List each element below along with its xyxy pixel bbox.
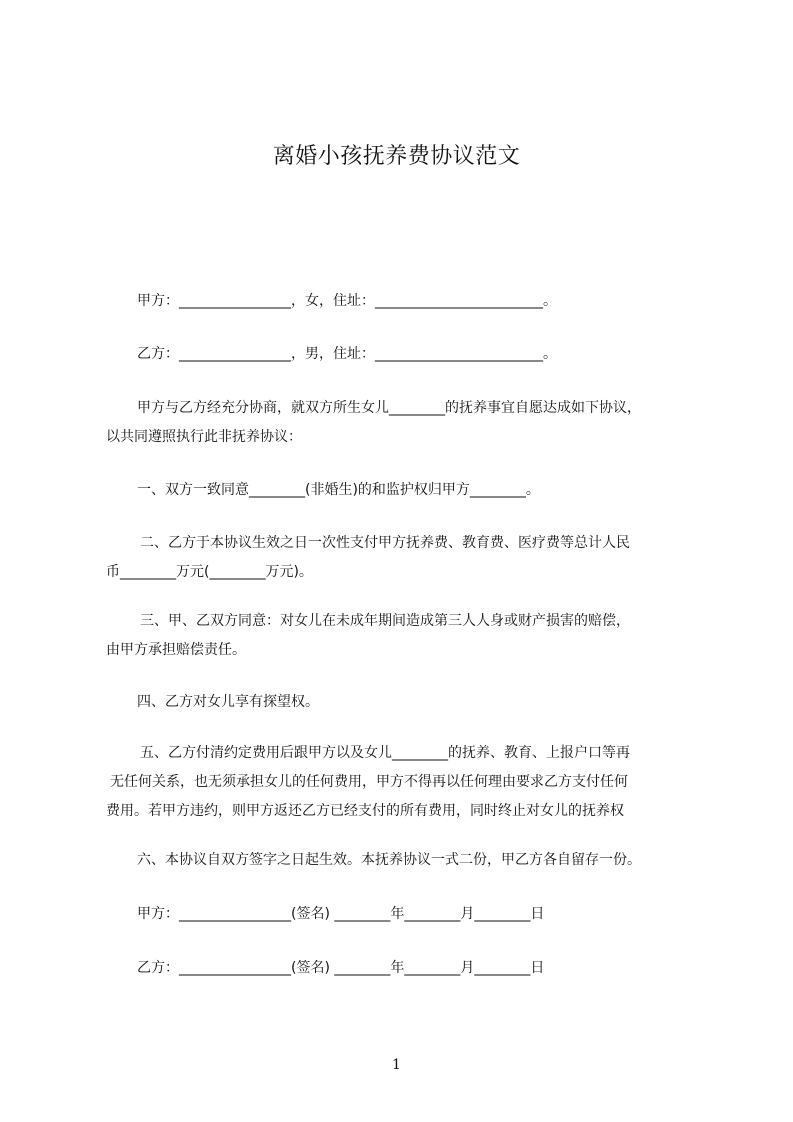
- clause-3-line-2: 由甲方承担赔偿责任。: [106, 642, 246, 658]
- page-number: 1: [392, 1057, 401, 1073]
- clause-5-line-3: 费用。若甲方违约，则甲方返还乙方已经支付的所有费用，同时终止对女儿的抚养权: [106, 803, 624, 819]
- intro-line-2: 以共同遵照执行此非抚养协议：: [106, 429, 302, 445]
- party-b-line: 乙方：________________，男，住址：________________________。: [137, 346, 557, 362]
- clause-3-line-1: 三、甲、乙双方同意：对女儿在未成年期间造成第三人人身或财产损害的赔偿，: [140, 613, 630, 629]
- clause-1: 一、双方一致同意________(非婚生)的和监护权归甲方________。: [137, 482, 540, 498]
- intro-line-1: 甲方与乙方经充分协商，就双方所生女儿________的抚养事宜自愿达成如下协议，: [137, 400, 641, 416]
- clause-4: 四、乙方对女儿享有探望权。: [137, 694, 319, 710]
- party-a-line: 甲方：________________，女，住址：________________________。: [137, 293, 557, 309]
- clause-2-line-2: 币________万元(________万元)。: [106, 564, 313, 580]
- clause-5-line-2: 无任何关系，也无须承担女儿的任何费用，甲方不得再以任何理由要求乙方支付任何: [110, 774, 628, 790]
- clause-6: 六、本协议自双方签字之日起生效。本抚养协议一式二份，甲乙方各自留存一份。: [137, 852, 641, 868]
- clause-2-line-1: 二、乙方于本协议生效之日一次性支付甲方抚养费、教育费、医疗费等总计人民: [140, 535, 630, 551]
- clause-5-line-1: 五、乙方付清约定费用后跟甲方以及女儿________的抚养、教育、上报户口等再: [140, 745, 630, 761]
- signature-line-party-a: 甲方：________________(签名) ________年________月________日: [137, 906, 545, 922]
- document-title: 离婚小孩抚养费协议范文: [272, 144, 521, 169]
- signature-line-party-b: 乙方：________________(签名) ________年________月________日: [137, 960, 545, 976]
